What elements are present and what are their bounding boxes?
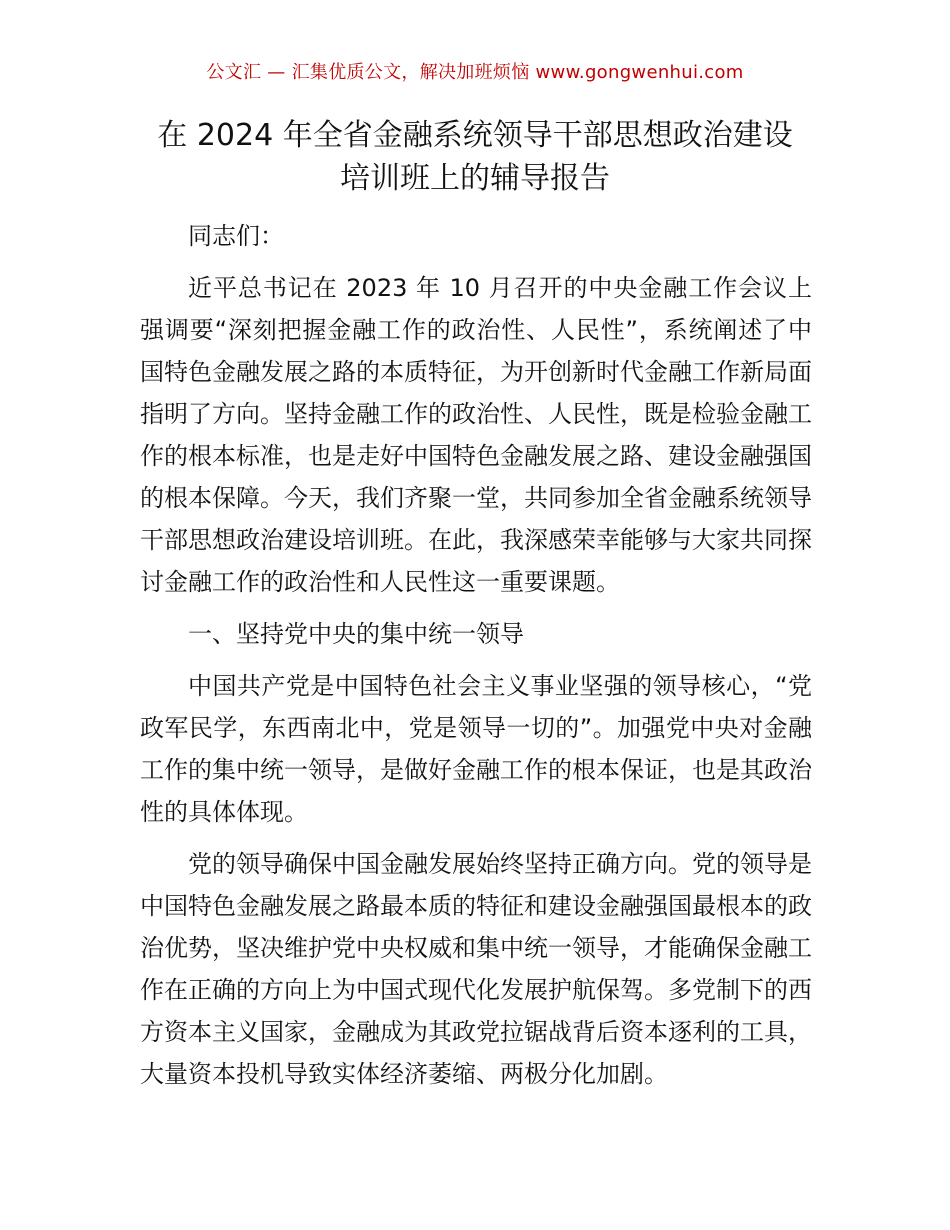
site-banner: 公文汇 — 汇集优质公文，解决加班烦恼 www.gongwenhui.com bbox=[206, 62, 744, 83]
paragraph-section1-a: 中国共产党是中国特色社会主义事业坚强的领导核心，“党政军民学，东西南北中，党是领导一切的”。加强党中央对金融工作的集中统一领导，是做好金融工作的根本保证，也是其政治性的具体体现。 bbox=[140, 672, 812, 826]
document-title-line-1: 在 2024 年全省金融系统领导干部思想政治建设 bbox=[157, 118, 793, 153]
paragraph-section1-b: 党的领导确保中国金融发展始终坚持正确方向。党的领导是中国特色金融发展之路最本质的特征和建设金融强国最根本的政治优势，坚决维护党中央权威和集中统一领导，才能确保金融工作在正确的方向上为中国式现代化发展护航保驾。多党制下的西方资本主义国家，金融成为其政党拉锯战背后资本逐利的工具，大量资本投机导致实体经济萎缩、两极分化加剧。 bbox=[140, 850, 812, 1088]
document-title-line-2: 培训班上的辅导报告 bbox=[340, 161, 610, 196]
document-body bbox=[140, 215, 812, 1105]
paragraph-intro: 近平总书记在 2023 年 10 月召开的中央金融工作会议上强调要“深刻把握金融工作的政治性、人民性”，系统阐述了中国特色金融发展之路的本质特征，为开创新时代金融工作新局面指明了方向。坚持金融工作的政治性、人民性，既是检验金融工作的根本标准，也是走好中国特色金融发展之路、建设金融强国的根本保障。今天，我们齐聚一堂，共同参加全省金融系统领导干部思想政治建设培训班。在此，我深感荣幸能够与大家共同探讨金融工作的政治性和人民性这一重要课题。 bbox=[140, 274, 812, 596]
section-heading-1: 一、坚持党中央的集中统一领导 bbox=[188, 620, 524, 648]
greeting: 同志们： bbox=[188, 222, 284, 250]
